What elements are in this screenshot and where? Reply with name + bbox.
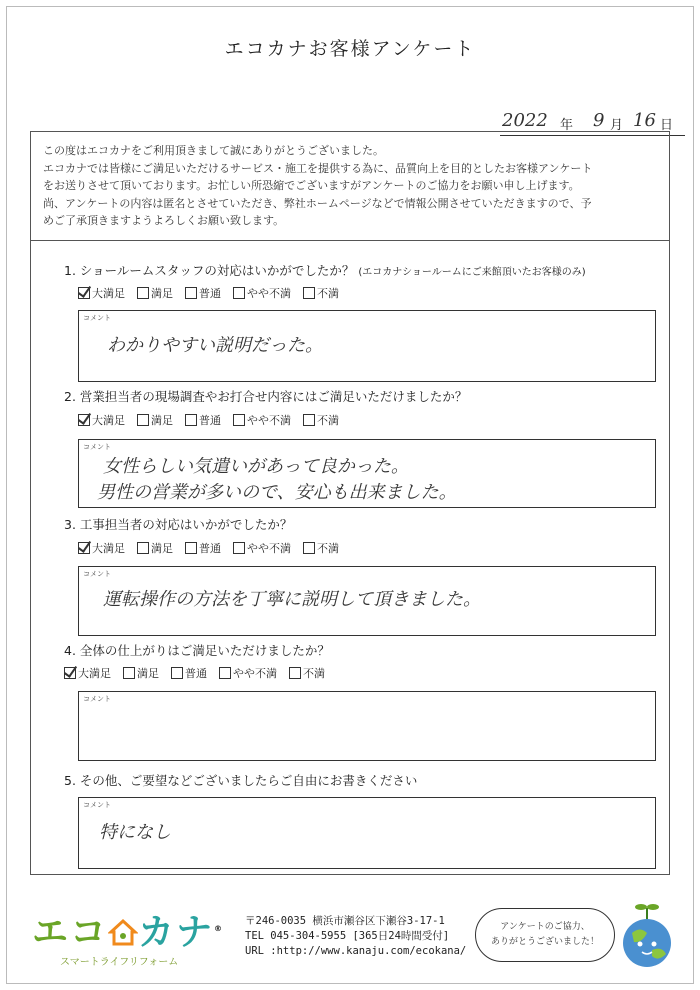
comment-label: コメント	[83, 695, 111, 703]
question-2-title: 2. 営業担当者の現場調査やお打合せ内容にはご満足いただけましたか？	[64, 389, 468, 404]
question-4-options	[64, 665, 325, 681]
footer	[0, 890, 700, 980]
checkbox[interactable]	[303, 414, 315, 426]
option-satisfied[interactable]: 満足	[137, 285, 173, 301]
question-3-options	[78, 540, 339, 556]
intro-line: エコカナでは皆様にご満足いただけるサービス・施工を提供する為に、品質向上を目的としたお客様アンケート	[43, 161, 593, 175]
registered-mark: ®	[214, 924, 225, 933]
option-very-satisfied[interactable]: 大満足	[78, 285, 125, 301]
option-somewhat-dissatisfied[interactable]: やや不満	[219, 665, 277, 681]
option-satisfied[interactable]: 満足	[137, 412, 173, 428]
option-satisfied[interactable]: 満足	[123, 665, 159, 681]
checkbox[interactable]	[185, 542, 197, 554]
checkbox[interactable]	[233, 287, 245, 299]
date-day: 16	[633, 110, 656, 131]
intro-line: をお送りさせて頂いております。お忙しい所恐縮でございますがアンケートのご協力をお願い申し上げます。	[43, 179, 580, 192]
option-somewhat-dissatisfied[interactable]: やや不満	[233, 412, 291, 428]
checkbox[interactable]	[137, 287, 149, 299]
option-neutral[interactable]: 普通	[185, 412, 221, 428]
question-1-note: (エコカナショールームにご来館頂いたお客様のみ)	[358, 267, 586, 278]
comment-label: コメント	[83, 570, 111, 578]
comment-label: コメント	[83, 314, 111, 322]
question-2-comment[interactable]	[78, 439, 656, 508]
checkbox-checked[interactable]	[78, 542, 90, 554]
checkbox[interactable]	[185, 414, 197, 426]
question-3-comment[interactable]	[78, 566, 656, 636]
checkbox[interactable]	[137, 414, 149, 426]
date-month: 9	[593, 110, 605, 131]
thank-you-bubble: アンケートのご協力、 ありがとうございました！	[475, 908, 615, 962]
house-icon	[108, 912, 138, 953]
checkbox-checked[interactable]	[64, 667, 76, 679]
question-4-title: 4. 全体の仕上がりはご満足いただけましたか？	[64, 643, 330, 658]
option-dissatisfied[interactable]: 不満	[303, 540, 339, 556]
phone-line: TEL 045-304-5955 [365日24時間受付]	[245, 930, 450, 942]
checkbox[interactable]	[171, 667, 183, 679]
handwritten-comment: わかりやすい説明だった。	[107, 335, 323, 356]
question-4-comment[interactable]	[78, 691, 656, 761]
ecokana-logo	[32, 904, 224, 968]
question-1-options	[78, 285, 339, 301]
handwritten-comment: 運転操作の方法を丁寧に説明して頂きました。	[103, 589, 481, 610]
logo-text-eco: エコ	[32, 912, 109, 953]
question-2-options	[78, 412, 339, 428]
questions-box	[30, 240, 670, 875]
checkbox-checked[interactable]	[78, 414, 90, 426]
earth-mascot-icon	[612, 898, 682, 977]
address-line: 〒246-0035 横浜市瀬谷区下瀬谷3-17-1	[245, 915, 445, 927]
intro-line: この度はエコカナをご利用頂きまして誠にありがとうございました。	[43, 144, 384, 157]
handwritten-comment: 男性の営業が多いので、安心も出来ました。	[97, 482, 457, 503]
question-5-title: 5. その他、ご要望などございましたらご自由にお書きください	[64, 773, 418, 788]
logo-subtitle: スマートライフリフォーム	[60, 957, 179, 968]
option-satisfied[interactable]: 満足	[137, 540, 173, 556]
date-day-unit: 日	[660, 118, 674, 133]
checkbox[interactable]	[289, 667, 301, 679]
intro-line: めご了承頂きますようよろしくお願い致します。	[43, 214, 285, 227]
checkbox[interactable]	[233, 542, 245, 554]
option-somewhat-dissatisfied[interactable]: やや不満	[233, 285, 291, 301]
handwritten-comment: 特になし	[99, 822, 171, 843]
intro-line: 尚、アンケートの内容は匿名とさせていただき、弊社ホームページなどで情報公開させていただきますので、予	[43, 196, 592, 210]
option-neutral[interactable]: 普通	[185, 540, 221, 556]
checkbox[interactable]	[219, 667, 231, 679]
checkbox[interactable]	[233, 414, 245, 426]
option-dissatisfied[interactable]: 不満	[303, 412, 339, 428]
date-year: 2022	[502, 110, 548, 131]
checkbox[interactable]	[137, 542, 149, 554]
checkbox[interactable]	[303, 542, 315, 554]
option-somewhat-dissatisfied[interactable]: やや不満	[233, 540, 291, 556]
question-1-title: 1. ショールームスタッフの対応はいかがでしたか？	[64, 263, 355, 278]
checkbox[interactable]	[123, 667, 135, 679]
option-neutral[interactable]: 普通	[185, 285, 221, 301]
option-neutral[interactable]: 普通	[171, 665, 207, 681]
checkbox[interactable]	[303, 287, 315, 299]
comment-label: コメント	[83, 443, 111, 451]
intro-text	[30, 131, 670, 240]
company-address	[245, 914, 466, 959]
question-1-comment[interactable]	[78, 310, 656, 382]
option-dissatisfied[interactable]: 不満	[303, 285, 339, 301]
question-3-title: 3. 工事担当者の対応はいかがでしたか？	[64, 517, 293, 532]
option-very-satisfied[interactable]: 大満足	[78, 412, 125, 428]
date-year-unit: 年	[560, 118, 574, 133]
page-title: エコカナお客様アンケート	[224, 38, 476, 60]
option-very-satisfied[interactable]: 大満足	[78, 540, 125, 556]
option-very-satisfied[interactable]: 大満足	[64, 665, 111, 681]
checkbox-checked[interactable]	[78, 287, 90, 299]
handwritten-comment: 女性らしい気遣いがあって良かった。	[103, 456, 409, 477]
logo-text-kana: カナ	[138, 912, 215, 953]
url-line: URL :http://www.kanaju.com/ecokana/	[245, 945, 467, 957]
date-month-unit: 月	[610, 118, 624, 133]
option-dissatisfied[interactable]: 不満	[289, 665, 325, 681]
question-5-comment[interactable]	[78, 797, 656, 869]
checkbox[interactable]	[185, 287, 197, 299]
comment-label: コメント	[83, 801, 111, 809]
